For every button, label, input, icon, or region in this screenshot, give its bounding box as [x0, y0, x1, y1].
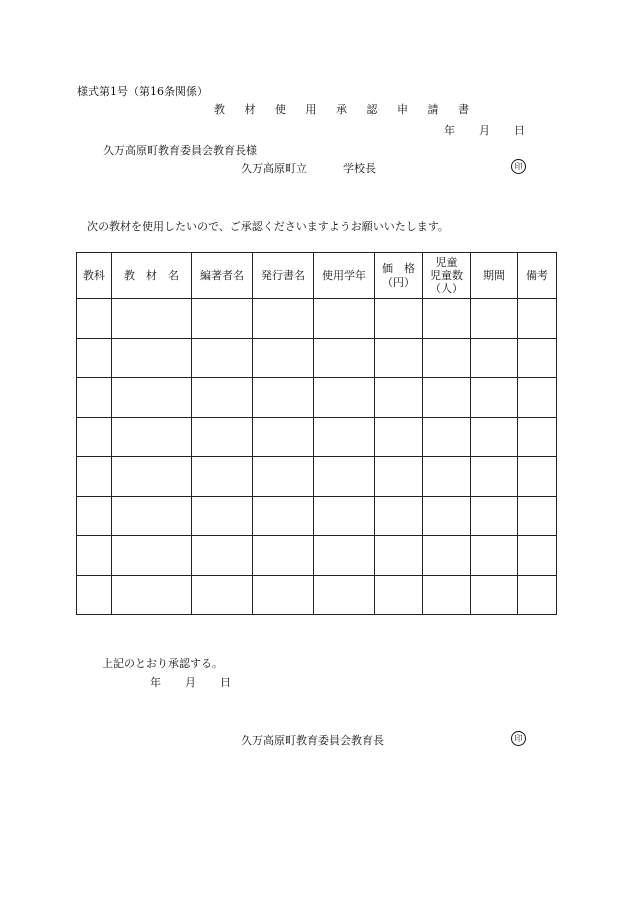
table-cell[interactable]	[518, 378, 557, 418]
table-cell[interactable]	[471, 299, 518, 339]
table-cell[interactable]	[518, 417, 557, 457]
approval-date	[150, 674, 231, 690]
table-row	[77, 536, 557, 576]
table-cell[interactable]	[423, 575, 471, 615]
table-cell[interactable]	[471, 575, 518, 615]
column-header	[423, 253, 471, 299]
table-cell[interactable]	[471, 417, 518, 457]
table-cell[interactable]	[253, 338, 314, 378]
table-cell[interactable]	[423, 457, 471, 497]
materials-table	[76, 252, 557, 615]
column-header-label: 価 格	[382, 262, 415, 276]
table-cell[interactable]	[471, 457, 518, 497]
approval-year-label: 年	[150, 676, 161, 689]
table-body	[77, 299, 557, 615]
table-cell[interactable]	[375, 457, 423, 497]
column-header-unit: （人）	[430, 282, 463, 296]
column-header-top: 児童	[435, 255, 458, 269]
table-cell[interactable]	[112, 299, 192, 339]
column-header-label: 使用学年	[322, 268, 366, 282]
table-cell[interactable]	[423, 299, 471, 339]
table-cell[interactable]	[192, 536, 253, 576]
table-cell[interactable]	[314, 536, 375, 576]
column-header-label: 期間	[483, 268, 505, 282]
table-cell[interactable]	[112, 378, 192, 418]
document-title: 教 材 使 用 承 認 申 請 書	[214, 103, 477, 116]
column-header	[253, 253, 314, 299]
table-cell[interactable]	[471, 536, 518, 576]
table-cell[interactable]	[314, 338, 375, 378]
table-cell[interactable]	[423, 378, 471, 418]
table-cell[interactable]	[192, 575, 253, 615]
applicant-title: 学校長	[343, 162, 376, 175]
table-cell[interactable]	[112, 338, 192, 378]
column-header-unit: （円）	[382, 275, 415, 289]
table-cell[interactable]	[77, 457, 112, 497]
table-row	[77, 338, 557, 378]
table-cell[interactable]	[253, 575, 314, 615]
column-header-label: 教 材 名	[124, 268, 179, 282]
column-header-label: 発行書名	[261, 268, 305, 282]
table-cell[interactable]	[314, 299, 375, 339]
table-cell[interactable]	[518, 338, 557, 378]
approval-month-label: 月	[185, 676, 196, 689]
column-header-label: 編著者名	[200, 268, 244, 282]
table-cell[interactable]	[77, 496, 112, 536]
date-year-label: 年	[444, 124, 455, 137]
table-cell[interactable]	[192, 338, 253, 378]
table-cell[interactable]	[423, 417, 471, 457]
table-cell[interactable]	[471, 496, 518, 536]
table-cell[interactable]	[375, 378, 423, 418]
table-cell[interactable]	[423, 338, 471, 378]
column-header	[375, 253, 423, 299]
table-row	[77, 417, 557, 457]
table-cell[interactable]	[314, 457, 375, 497]
table-cell[interactable]	[192, 496, 253, 536]
column-header-label: 備考	[526, 268, 548, 282]
application-date	[444, 122, 525, 138]
addressee: 久万高原町教育委員会教育長様	[103, 144, 257, 157]
table-cell[interactable]	[375, 496, 423, 536]
seal-icon: 印	[511, 731, 526, 746]
table-cell[interactable]	[375, 536, 423, 576]
table-cell[interactable]	[112, 496, 192, 536]
table-cell[interactable]	[112, 457, 192, 497]
approval-text: 上記のとおり承認する。	[102, 657, 223, 670]
table-cell[interactable]	[471, 378, 518, 418]
table-row	[77, 299, 557, 339]
form-number: 様式第1号（第16条関係）	[77, 85, 208, 98]
table-cell[interactable]	[518, 575, 557, 615]
column-header-label: 教科	[83, 268, 105, 282]
table-cell[interactable]	[423, 496, 471, 536]
table-cell[interactable]	[77, 299, 112, 339]
column-header	[518, 253, 557, 299]
date-day-label: 日	[514, 124, 525, 137]
table-cell[interactable]	[112, 536, 192, 576]
table-cell[interactable]	[253, 378, 314, 418]
table-cell[interactable]	[314, 378, 375, 418]
table-cell[interactable]	[423, 536, 471, 576]
table-cell[interactable]	[192, 417, 253, 457]
table-cell[interactable]	[375, 338, 423, 378]
table-cell[interactable]	[471, 338, 518, 378]
table-cell[interactable]	[375, 575, 423, 615]
table-cell[interactable]	[518, 299, 557, 339]
column-header	[112, 253, 192, 299]
table-cell[interactable]	[518, 457, 557, 497]
column-header-label: 児童数	[430, 268, 463, 282]
table-row	[77, 378, 557, 418]
table-cell[interactable]	[253, 417, 314, 457]
column-header	[471, 253, 518, 299]
table-cell[interactable]	[77, 338, 112, 378]
table-cell[interactable]	[314, 575, 375, 615]
seal-icon: 印	[511, 159, 526, 174]
applicant	[241, 160, 376, 176]
table-cell[interactable]	[253, 536, 314, 576]
column-header	[192, 253, 253, 299]
table-cell[interactable]	[314, 496, 375, 536]
table-cell[interactable]	[314, 417, 375, 457]
table-cell[interactable]	[518, 536, 557, 576]
table-cell[interactable]	[375, 417, 423, 457]
table-cell[interactable]	[192, 299, 253, 339]
approval-day-label: 日	[220, 676, 231, 689]
table-cell[interactable]	[253, 496, 314, 536]
column-header	[77, 253, 112, 299]
applicant-school-prefix: 久万高原町立	[241, 162, 307, 175]
table-cell[interactable]	[375, 299, 423, 339]
table-cell[interactable]	[77, 575, 112, 615]
table-cell[interactable]	[192, 457, 253, 497]
request-text: 次の教材を使用したいので、ご承認くださいますようお願いいたします。	[87, 220, 449, 233]
table-cell[interactable]	[112, 575, 192, 615]
table-row	[77, 496, 557, 536]
table-cell[interactable]	[77, 536, 112, 576]
approver: 久万高原町教育委員会教育長	[241, 734, 384, 747]
table-cell[interactable]	[77, 417, 112, 457]
table-cell[interactable]	[518, 496, 557, 536]
column-header	[314, 253, 375, 299]
table-header-row	[77, 253, 557, 299]
date-month-label: 月	[479, 124, 490, 137]
table-row	[77, 457, 557, 497]
table-cell[interactable]	[253, 457, 314, 497]
table-cell[interactable]	[112, 417, 192, 457]
table-cell[interactable]	[192, 378, 253, 418]
table-cell[interactable]	[77, 378, 112, 418]
table-row	[77, 575, 557, 615]
table-cell[interactable]	[253, 299, 314, 339]
